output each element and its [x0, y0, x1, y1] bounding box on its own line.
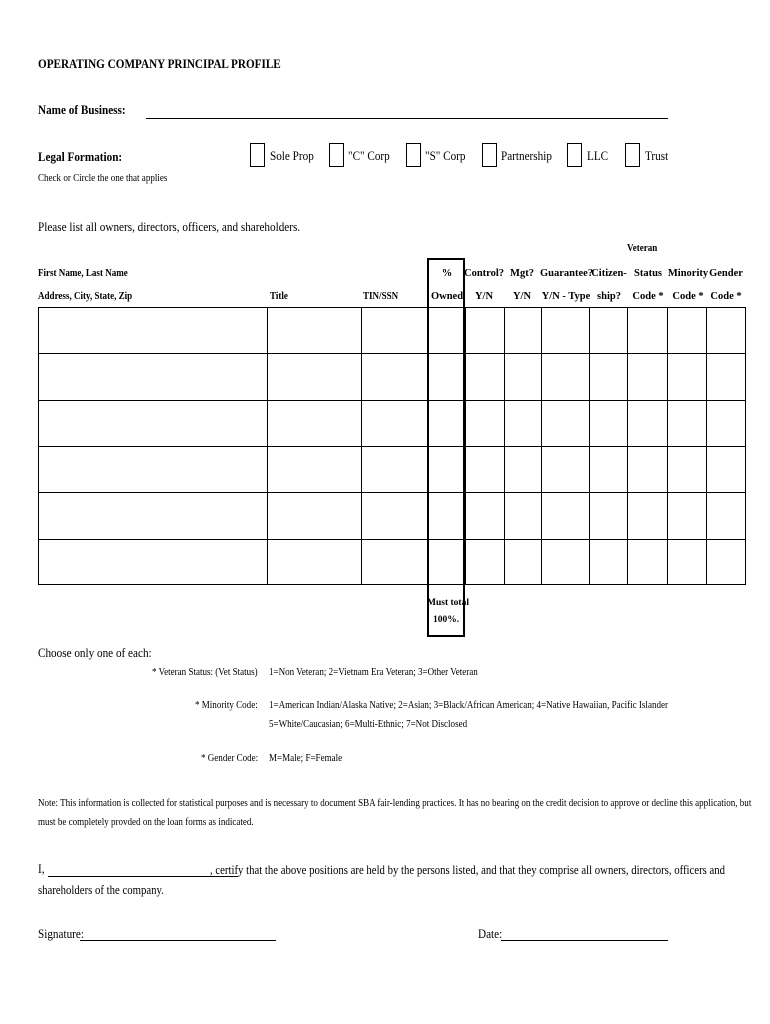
cell-title[interactable]: [268, 401, 361, 446]
header-mgt-top: Mgt?: [510, 268, 534, 279]
header-pct-top: %: [441, 268, 453, 279]
cell-guarantee[interactable]: [590, 401, 627, 446]
signature-label: Signature:: [38, 926, 84, 941]
cell-mgt[interactable]: [542, 401, 589, 446]
cell-mgt[interactable]: [542, 354, 589, 400]
cell-veteran-code[interactable]: [668, 493, 706, 539]
percent-owned-column-frame: [427, 258, 469, 637]
header-minority-bottom: Code *: [672, 291, 704, 302]
header-tin: TIN/SSN: [363, 291, 399, 302]
cell-percent-owned[interactable]: [466, 447, 504, 492]
header-title: Title: [270, 291, 288, 302]
certification-text: , certify that the above positions are held by the persons listed, and that they comprise all owners, directors, officers and shareholders of the company.: [38, 863, 726, 897]
cell-citizenship[interactable]: [628, 354, 667, 400]
cell-veteran-code[interactable]: [668, 540, 706, 584]
cell-control[interactable]: [505, 447, 541, 492]
cell-minority-code[interactable]: [707, 493, 745, 539]
gender-code-values: M=Male; F=Female: [269, 753, 343, 764]
cell-citizenship[interactable]: [628, 401, 667, 446]
cell-minority-code[interactable]: [707, 308, 745, 353]
cell-control[interactable]: [505, 308, 541, 353]
certification-block: [38, 860, 748, 904]
gender-code-label: * Gender Code:: [201, 753, 259, 764]
cell-guarantee[interactable]: [590, 493, 627, 539]
cell-mgt[interactable]: [542, 493, 589, 539]
trust-checkbox[interactable]: [625, 143, 640, 167]
header-citizen-top: Citizen-: [591, 268, 627, 279]
cell-guarantee[interactable]: [590, 308, 627, 353]
cell-percent-owned[interactable]: [466, 354, 504, 400]
certification-prefix: I,: [38, 861, 45, 876]
cell-guarantee[interactable]: [590, 447, 627, 492]
cell-citizenship[interactable]: [628, 540, 667, 584]
cell-title[interactable]: [268, 447, 361, 492]
cell-mgt[interactable]: [542, 447, 589, 492]
cell-mgt[interactable]: [542, 540, 589, 584]
sole-prop-checkbox[interactable]: [250, 143, 265, 167]
cell-veteran-code[interactable]: [668, 447, 706, 492]
sole-prop-label: Sole Prop: [270, 148, 314, 163]
header-veteran-bottom: Code *: [632, 291, 664, 302]
date-field[interactable]: [501, 940, 668, 941]
s-corp-checkbox[interactable]: [406, 143, 421, 167]
cell-guarantee[interactable]: [590, 354, 627, 400]
cell-name-address[interactable]: [39, 540, 267, 584]
minority-code-values-line1: 1=American Indian/Alaska Native; 2=Asian; 3=Black/African American; 4=Native Hawaiian, Pacific Islander: [269, 700, 668, 711]
cell-control[interactable]: [505, 401, 541, 446]
cell-veteran-code[interactable]: [668, 308, 706, 353]
cell-minority-code[interactable]: [707, 401, 745, 446]
cell-title[interactable]: [268, 354, 361, 400]
partnership-label: Partnership: [501, 148, 552, 163]
signature-field[interactable]: [80, 940, 276, 941]
legal-formation-hint: Check or Circle the one that applies: [38, 173, 168, 184]
cell-percent-owned[interactable]: [466, 308, 504, 353]
veteran-code-label: * Veteran Status: (Vet Status): [152, 667, 258, 678]
cell-name-address[interactable]: [39, 493, 267, 539]
minority-code-label: * Minority Code:: [195, 700, 258, 711]
partnership-checkbox[interactable]: [482, 143, 497, 167]
cell-title[interactable]: [268, 540, 361, 584]
disclosure-note: Note: This information is collected for statistical purposes and is necessary to document SBA fair-lending practices. It has no bearing on the credit decision to approve or decline this application, but must be completely provded on the loan forms as indicated.: [38, 798, 752, 828]
cell-title[interactable]: [268, 493, 361, 539]
must-total-line1: Must total: [427, 598, 469, 608]
veteran-code-values: 1=Non Veteran; 2=Vietnam Era Veteran; 3=Other Veteran: [269, 667, 478, 678]
header-veteran-mid: Status: [633, 268, 662, 279]
cell-citizenship[interactable]: [628, 308, 667, 353]
cell-citizenship[interactable]: [628, 493, 667, 539]
cell-citizenship[interactable]: [628, 447, 667, 492]
llc-checkbox[interactable]: [567, 143, 582, 167]
list-instruction: Please list all owners, directors, officers, and shareholders.: [38, 219, 301, 234]
must-total-line2: 100%.: [432, 615, 460, 625]
header-gender-top: Gender: [709, 268, 743, 279]
header-veteran-top: Veteran: [627, 243, 658, 254]
cell-percent-owned[interactable]: [466, 540, 504, 584]
c-corp-label: "C" Corp: [348, 148, 390, 163]
header-address: Address, City, State, Zip: [38, 291, 133, 302]
business-name-field[interactable]: [146, 118, 668, 119]
minority-code-values-line2: 5=White/Caucasian; 6=Multi-Ethnic; 7=Not Disclosed: [269, 719, 468, 730]
header-citizen-bottom: ship?: [597, 291, 621, 302]
header-gender-bottom: Code *: [710, 291, 742, 302]
codes-heading: Choose only one of each:: [38, 645, 152, 660]
legal-formation-label: Legal Formation:: [38, 149, 123, 164]
business-name-label: Name of Business:: [38, 102, 126, 117]
header-pct-bottom: Owned: [430, 291, 464, 302]
c-corp-checkbox[interactable]: [329, 143, 344, 167]
cell-name-address[interactable]: [39, 447, 267, 492]
header-guarantee-top: Guarantee?: [540, 268, 594, 279]
header-name: First Name, Last Name: [38, 268, 128, 279]
date-label: Date:: [478, 926, 503, 941]
trust-label: Trust: [645, 148, 669, 163]
header-minority-top: Minority: [667, 268, 709, 279]
cell-minority-code[interactable]: [707, 447, 745, 492]
cell-control[interactable]: [505, 354, 541, 400]
cell-minority-code[interactable]: [707, 354, 745, 400]
header-mgt-bottom: Y/N: [512, 291, 532, 302]
cell-control[interactable]: [505, 493, 541, 539]
s-corp-label: "S" Corp: [425, 148, 466, 163]
cell-veteran-code[interactable]: [668, 354, 706, 400]
cell-veteran-code[interactable]: [668, 401, 706, 446]
header-control-top: Control?: [464, 268, 505, 279]
header-guarantee-bottom: Y/N - Type: [541, 291, 591, 302]
cell-mgt[interactable]: [542, 308, 589, 353]
form-title: OPERATING COMPANY PRINCIPAL PROFILE: [38, 56, 281, 71]
cell-guarantee[interactable]: [590, 540, 627, 584]
cell-minority-code[interactable]: [707, 540, 745, 584]
cell-percent-owned[interactable]: [466, 401, 504, 446]
llc-label: LLC: [587, 148, 609, 163]
cell-name-address[interactable]: [39, 401, 267, 446]
cell-name-address[interactable]: [39, 354, 267, 400]
cell-percent-owned[interactable]: [466, 493, 504, 539]
header-control-bottom: Y/N: [474, 291, 494, 302]
cell-title[interactable]: [268, 308, 361, 353]
cell-name-address[interactable]: [39, 308, 267, 353]
cell-control[interactable]: [505, 540, 541, 584]
